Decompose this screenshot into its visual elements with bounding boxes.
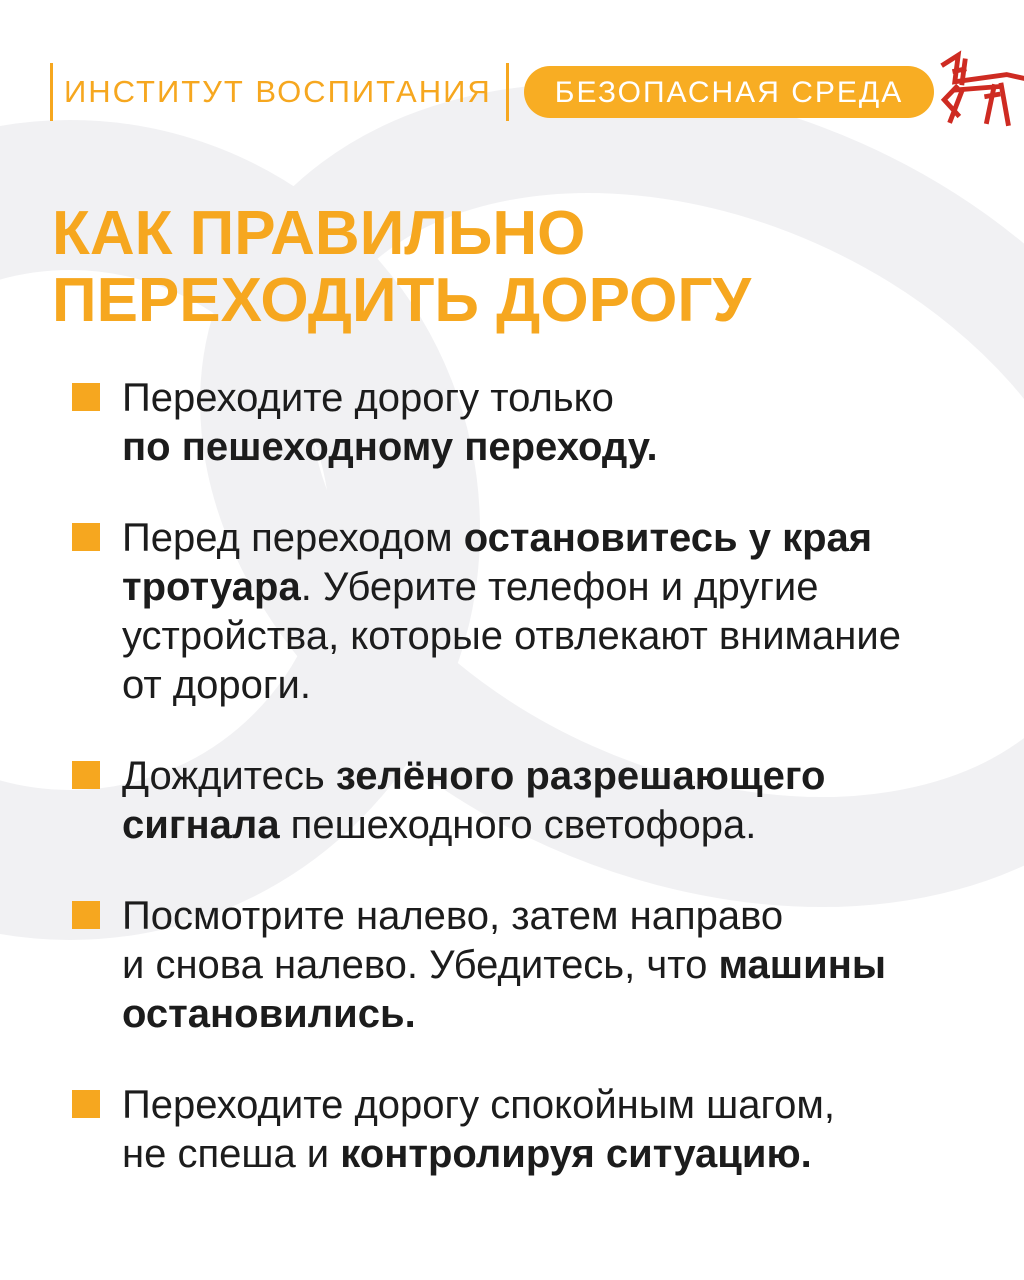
- bullet-text: Дождитесь зелёного разрешающего сигнала пешеходного светофора.: [122, 754, 826, 847]
- bullet-square-icon: [72, 523, 100, 551]
- bullet-text: Переходите дорогу спокойным шагом, не спеша и контролируя ситуацию.: [122, 1083, 836, 1176]
- list-item: [72, 514, 984, 710]
- list-item: [72, 374, 984, 472]
- page-title-line2: ПЕРЕХОДИТЬ ДОРОГУ: [52, 266, 752, 335]
- rules-list: [72, 374, 984, 1179]
- page-title-line1: КАК ПРАВИЛЬНО: [52, 199, 586, 268]
- bullet-square-icon: [72, 383, 100, 411]
- bullet-square-icon: [72, 901, 100, 929]
- bullet-text: Перед переходом остановитесь у края тротуара. Уберите телефон и другие устройства, которые отвлекают внимание от дороги.: [122, 516, 901, 707]
- program-badge: БЕЗОПАСНАЯ СРЕДА: [524, 66, 934, 118]
- list-item: [72, 752, 984, 850]
- brand-divider-left: [50, 63, 53, 121]
- header: [50, 46, 980, 138]
- brand-divider-right: [506, 63, 509, 121]
- bullet-text: Переходите дорогу только по пешеходному переходу.: [122, 376, 658, 469]
- brand-name: ИНСТИТУТ ВОСПИТАНИЯ: [64, 74, 492, 109]
- page-title: [52, 200, 984, 334]
- bullet-square-icon: [72, 761, 100, 789]
- list-item: [72, 892, 984, 1039]
- list-item: [72, 1081, 984, 1179]
- institute-horse-logo-icon: [934, 46, 1024, 138]
- bullet-square-icon: [72, 1090, 100, 1118]
- bullet-text: Посмотрите налево, затем направо и снова налево. Убедитесь, что машины остановились.: [122, 894, 887, 1036]
